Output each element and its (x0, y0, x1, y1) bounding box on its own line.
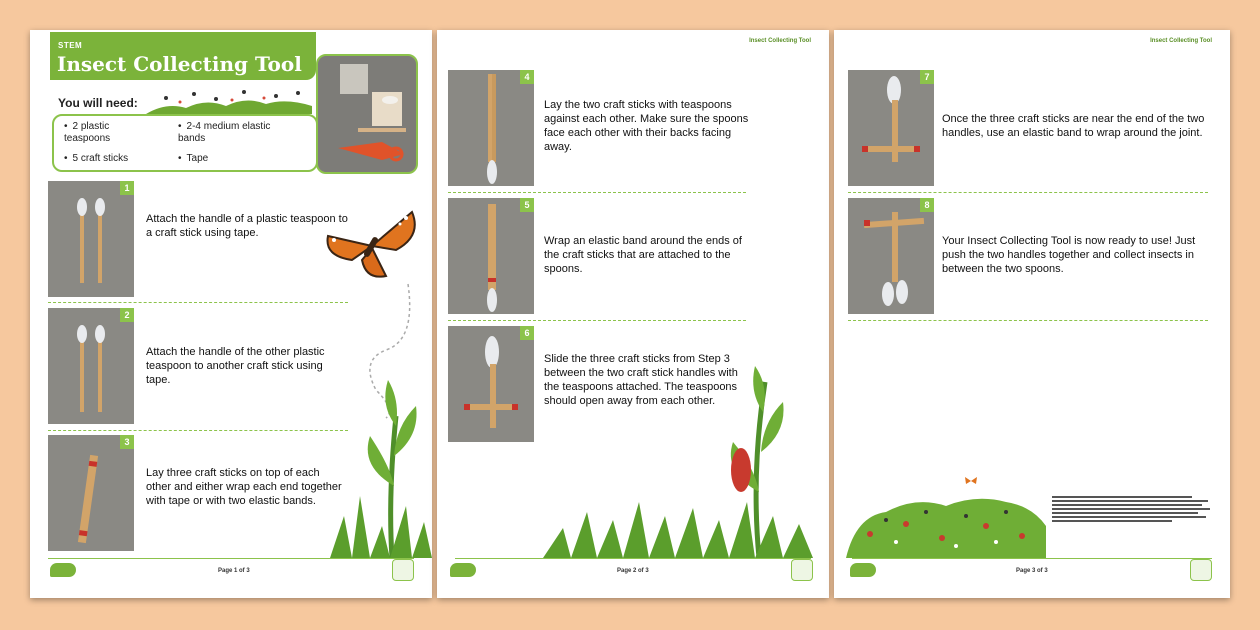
step-instruction: Once the three craft sticks are near the end of the two handles, use an elastic band to wrap around the joint. (942, 113, 1205, 139)
worksheet-page-2 (437, 30, 829, 598)
step-photo (48, 308, 134, 424)
page-header: Insect Collecting Tool (1150, 38, 1212, 44)
materials-item: • 5 craft sticks (64, 153, 128, 165)
step-instruction: Wrap an elastic band around the ends of the craft sticks that are attached to the spoons. (544, 235, 742, 275)
title-banner (50, 32, 316, 80)
materials-item: • 2 plastic teaspoons (64, 121, 156, 145)
page-number: Page 3 of 3 (1016, 568, 1048, 574)
step-instruction: Attach the handle of a plastic teaspoon to a craft stick using tape. (146, 213, 348, 239)
butterfly-icon (322, 206, 422, 286)
step-photo (848, 70, 934, 186)
step-number-badge: 8 (920, 198, 934, 212)
footer-rule (455, 558, 811, 559)
stem-tag: STEM (58, 41, 83, 50)
step-photo (448, 198, 534, 314)
hedgehog-badge-icon (392, 559, 414, 581)
wildflower-meadow-illustration (846, 476, 1046, 558)
step-instruction: Slide the three craft sticks from Step 3 between the two craft stick handles with the teaspoons attached. The teaspoons should open away from each other. (544, 353, 738, 407)
grass-illustration (543, 352, 813, 558)
materials-photo (316, 54, 418, 174)
step-photo (48, 181, 134, 297)
page-header: Insect Collecting Tool (749, 38, 811, 44)
divider (48, 302, 348, 303)
step-photo (448, 70, 534, 186)
step-number-badge: 1 (120, 181, 134, 195)
step-photo (848, 198, 934, 314)
page-title: Insect Collecting Tool (57, 52, 302, 76)
page-number: Page 1 of 3 (218, 568, 250, 574)
materials-item: • Tape (178, 153, 208, 165)
twinkl-logo-icon (450, 563, 476, 577)
step-number-badge: 3 (120, 435, 134, 449)
step-number-badge: 6 (520, 326, 534, 340)
copyright-notice (1052, 494, 1212, 522)
divider (848, 320, 1208, 321)
plant-illustration (330, 376, 432, 558)
step-instruction: Lay the two craft sticks with teaspoons against each other. Make sure the spoons face each other with their backs facing away. (544, 99, 749, 153)
small-butterfly-icon (964, 476, 978, 486)
footer-rule (48, 558, 414, 559)
worksheet-page-3 (834, 30, 1230, 598)
step-photo (48, 435, 134, 551)
step-photo (448, 326, 534, 442)
hedgehog-badge-icon (1190, 559, 1212, 581)
divider (448, 320, 746, 321)
twinkl-logo-icon (850, 563, 876, 577)
step-instruction: Your Insect Collecting Tool is now ready to use! Just push the two handles together and collect insects in between the two spoons. (942, 235, 1196, 275)
divider (448, 192, 746, 193)
worksheet-page-1 (30, 30, 432, 598)
step-number-badge: 7 (920, 70, 934, 84)
hedgehog-badge-icon (791, 559, 813, 581)
materials-item: • 2-4 medium elastic bands (178, 121, 276, 145)
step-instruction: Lay three craft sticks on top of each other and either wrap each end together with tape or with two elastic bands. (146, 467, 342, 507)
you-will-need-heading: You will need: (58, 96, 138, 110)
wildflower-strip-illustration (146, 84, 312, 114)
materials-box (52, 114, 318, 172)
step-instruction: Attach the handle of the other plastic teaspoon to another craft stick using tape. (146, 346, 325, 386)
step-number-badge: 4 (520, 70, 534, 84)
twinkl-logo-icon (50, 563, 76, 577)
divider (848, 192, 1208, 193)
step-number-badge: 2 (120, 308, 134, 322)
footer-rule (852, 558, 1212, 559)
step-number-badge: 5 (520, 198, 534, 212)
page-number: Page 2 of 3 (617, 568, 649, 574)
divider (48, 430, 348, 431)
